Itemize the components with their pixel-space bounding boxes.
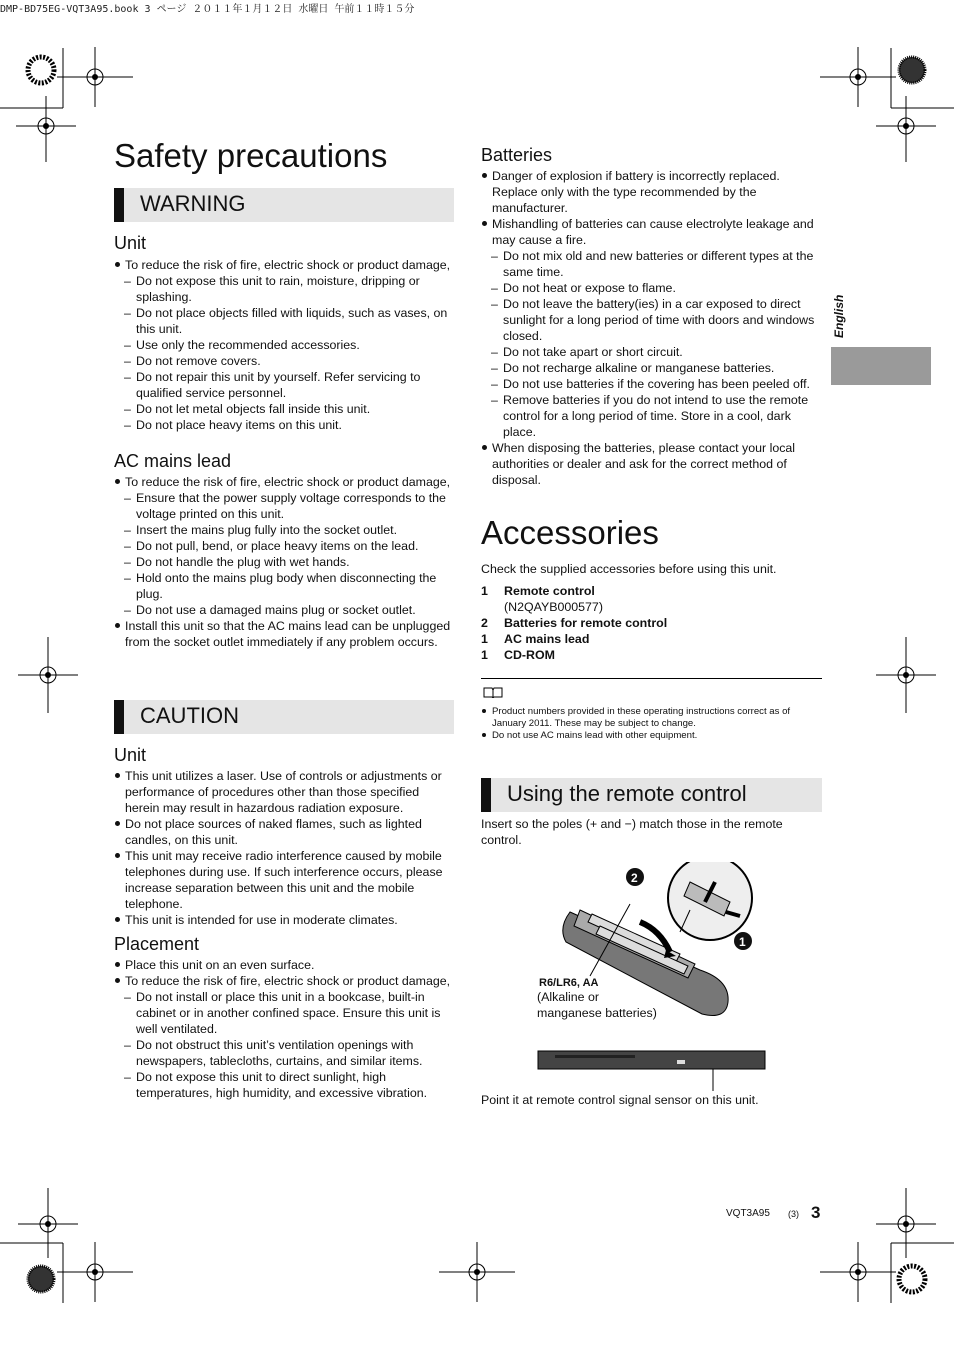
battery-desc-2: manganese batteries): [537, 1006, 657, 1020]
divider: [481, 678, 822, 679]
dash-item: – Use only the recommended accessories.: [114, 337, 456, 353]
bullet-item: When disposing the batteries, please contact your local authorities or dealer and ask for the correct method of disposal.: [481, 440, 826, 488]
batteries-list: [481, 168, 826, 488]
accessory-qty: 1: [481, 648, 488, 662]
dash-item: – Do not handle the plug with wet hands.: [114, 554, 456, 570]
bullet-item: This unit may receive radio interference caused by mobile telephones during use. If such interference occurs, please increase separation between this unit and the mobile telephone.: [114, 848, 456, 912]
language-label: English: [832, 294, 846, 338]
accessory-item: [481, 647, 826, 663]
dash-item: – Do not heat or expose to flame.: [481, 280, 826, 296]
battery-desc-1: (Alkaline or: [537, 990, 599, 1004]
warning-label: WARNING: [140, 191, 246, 216]
dash-item: – Hold onto the mains plug body when disconnecting the plug.: [114, 570, 456, 602]
page-number: 3: [811, 1203, 821, 1222]
caution-label: CAUTION: [140, 703, 239, 728]
accessory-qty: 2: [481, 616, 488, 630]
bullet-item: To reduce the risk of fire, electric shock or product damage,: [114, 257, 456, 273]
page-sub: (3): [788, 1209, 799, 1219]
unit-caution-heading: Unit: [114, 745, 147, 765]
doc-code: VQT3A95: [726, 1208, 770, 1219]
page-title: Safety precautions: [114, 137, 388, 174]
language-tab: [831, 347, 931, 385]
placement-list: [114, 957, 456, 1101]
dash-item: – Do not place heavy items on this unit.: [114, 417, 456, 433]
dash-item: – Do not repair this unit by yourself. Refer servicing to qualified service personnel.: [114, 369, 456, 401]
remote-title: Using the remote control: [507, 781, 747, 806]
dash-item: – Do not leave the battery(ies) in a car exposed to direct sunlight for a long period of time with doors and windows closed.: [481, 296, 826, 344]
dash-item: – Ensure that the power supply voltage corresponds to the voltage printed on this unit.: [114, 490, 456, 522]
accessory-name: Remote control: [504, 584, 595, 598]
dash-item: – Do not expose this unit to rain, moisture, dripping or splashing.: [114, 273, 456, 305]
accessory-qty: 1: [481, 632, 488, 646]
step-2-marker: 2: [631, 871, 638, 885]
unit-front-illustration: [537, 1050, 767, 1092]
accessories-intro: Check the supplied accessories before using this unit.: [481, 562, 777, 576]
bullet-item: This unit utilizes a laser. Use of controls or adjustments or performance of procedures other than those specified herein may result in hazardous radiation exposure.: [114, 768, 456, 816]
remote-band: [481, 778, 822, 812]
accessory-qty: 1: [481, 584, 488, 598]
unit-heading: Unit: [114, 233, 147, 253]
dash-item: – Remove batteries if you do not intend to use the remote control for a long period of time. Store in a cool, dark place.: [481, 392, 826, 440]
dash-item: – Do not remove covers.: [114, 353, 456, 369]
dash-item: – Insert the mains plug fully into the socket outlet.: [114, 522, 456, 538]
dash-item: – Do not take apart or short circuit.: [481, 344, 826, 360]
bullet-item: To reduce the risk of fire, electric shock or product damage,: [114, 973, 456, 989]
accessory-name: AC mains lead: [504, 632, 590, 646]
batteries-heading: Batteries: [481, 145, 553, 165]
dash-item: – Do not let metal objects fall inside this unit.: [114, 401, 456, 417]
accessory-name: Batteries for remote control: [504, 616, 668, 630]
note-item: Product numbers provided in these operating instructions correct as of January 2011. These may be subject to change.: [481, 706, 826, 730]
dash-item: – Do not expose this unit to direct sunlight, high temperatures, high humidity, and excessive vibration.: [114, 1069, 456, 1101]
accessories-list: [481, 583, 826, 663]
dash-item: – Do not use a damaged mains plug or socket outlet.: [114, 602, 456, 618]
unit-caution-list: [114, 768, 456, 928]
dash-item: – Do not pull, bend, or place heavy items on the lead.: [114, 538, 456, 554]
remote-intro: Insert so the poles (+ and −) match those in the remote control.: [481, 817, 783, 847]
note-item: Do not use AC mains lead with other equipment.: [481, 730, 826, 742]
ac-mains-heading: AC mains lead: [114, 451, 232, 471]
unit-list: [114, 257, 456, 433]
accessories-notes: [481, 706, 826, 742]
bullet-item: Install this unit so that the AC mains lead can be unplugged from the socket outlet immediately if any problem occurs.: [114, 618, 456, 650]
accessory-item: [481, 583, 826, 599]
accessory-name: CD-ROM: [504, 648, 555, 662]
accessories-title: Accessories: [481, 514, 659, 551]
dash-item: – Do not obstruct this unit’s ventilation openings with newspapers, tablecloths, curtains, and similar items.: [114, 1037, 456, 1069]
bullet-item: This unit is intended for use in moderate climates.: [114, 912, 456, 928]
bullet-item: Mishandling of batteries can cause electrolyte leakage and may cause a fire.: [481, 216, 826, 248]
accessory-item: [481, 615, 826, 631]
bullet-item: Do not place sources of naked flames, such as lighted candles, on this unit.: [114, 816, 456, 848]
dash-item: – Do not mix old and new batteries or different types at the same time.: [481, 248, 826, 280]
bullet-item: Danger of explosion if battery is incorrectly replaced. Replace only with the type recommended by the manufacturer.: [481, 168, 826, 216]
dash-item: – Do not install or place this unit in a bookcase, built-in cabinet or in another confined space. Ensure this unit is well ventilated.: [114, 989, 456, 1037]
step-1-marker: 1: [739, 935, 746, 949]
accessory-part-number: (N2QAYB000577): [504, 600, 603, 614]
warning-band: [114, 188, 454, 222]
placement-heading: Placement: [114, 934, 200, 954]
caution-band: [114, 700, 454, 734]
print-header: DMP-BD75EG-VQT3A95.book 3 ページ ２０１１年１月１２日 水曜日 午前１１時１５分: [0, 4, 415, 15]
accessory-item: [481, 631, 826, 647]
dash-item: – Do not use batteries if the covering has been peeled off.: [481, 376, 826, 392]
battery-type: R6/LR6, AA: [539, 977, 599, 989]
book-icon: [483, 686, 503, 698]
ac-mains-list: [114, 474, 456, 650]
bullet-item: To reduce the risk of fire, electric shock or product damage,: [114, 474, 456, 490]
dash-item: – Do not place objects filled with liquids, such as vases, on this unit.: [114, 305, 456, 337]
point-instruction: Point it at remote control signal sensor on this unit.: [481, 1093, 759, 1107]
bullet-item: Place this unit on an even surface.: [114, 957, 456, 973]
dash-item: – Do not recharge alkaline or manganese batteries.: [481, 360, 826, 376]
